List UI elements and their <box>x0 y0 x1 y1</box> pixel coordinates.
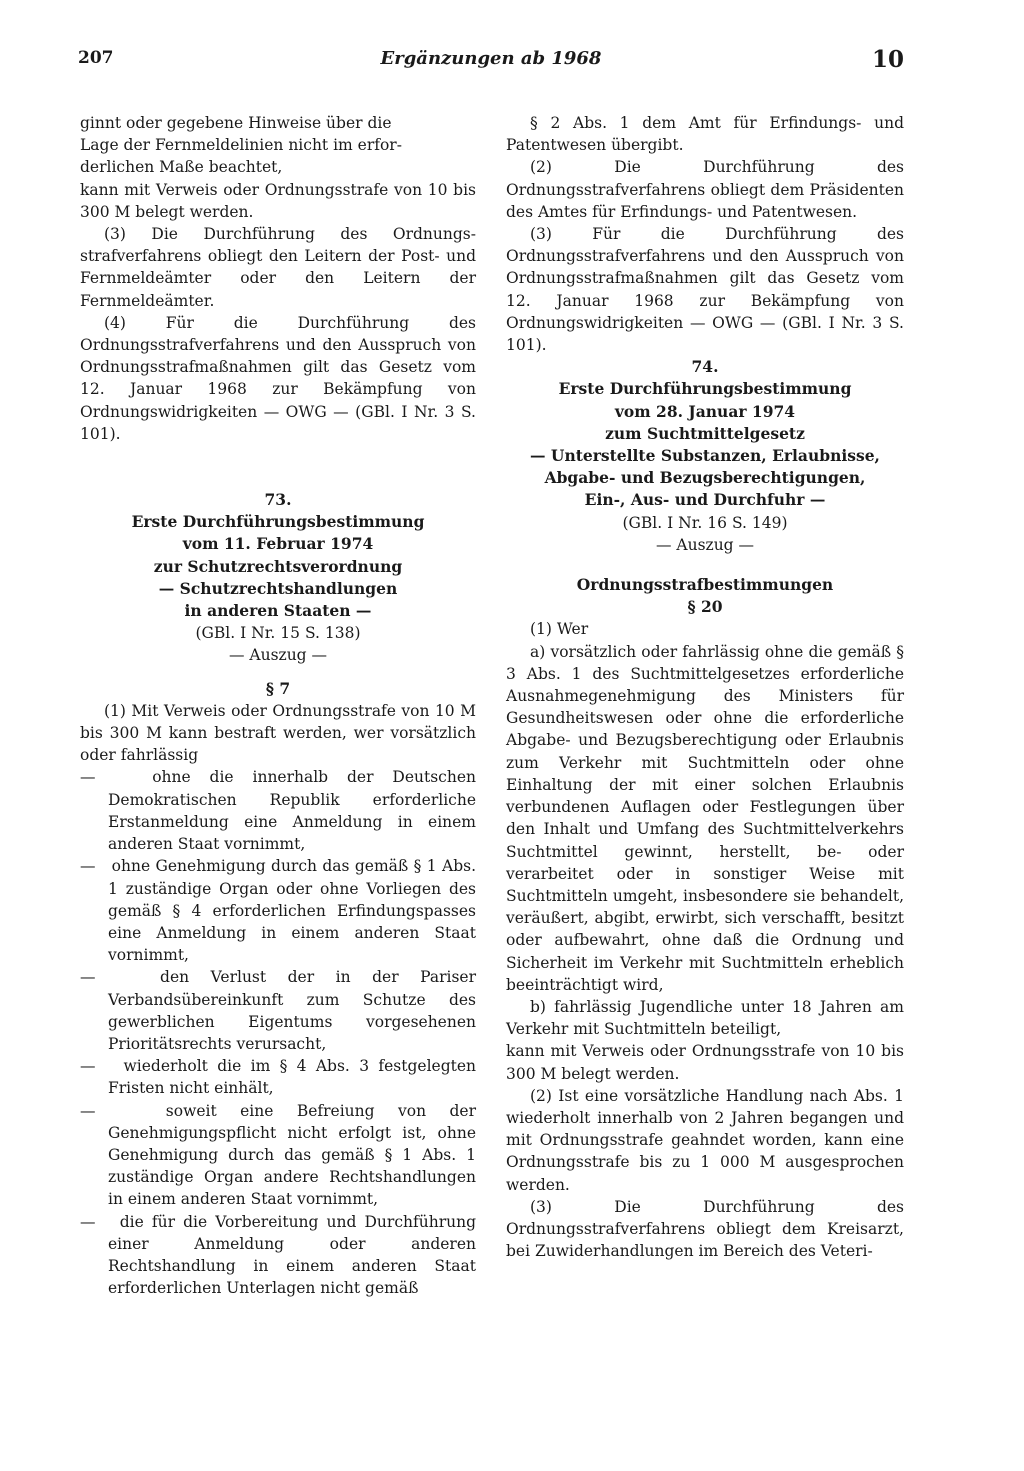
section-73-item: — die für die Vorbereitung und Durchführung einer Anmeldung oder anderen Rechtshandlung in einem anderen Staat erforderlichen Unterlagen nicht gemäß <box>80 1212 476 1298</box>
left-column <box>80 112 476 1299</box>
section-73-title-line: — Schutzrechtshandlungen <box>158 578 398 598</box>
section-73-lead: (1) Mit Verweis oder Ordnungsstrafe von 10 M bis 300 M kann bestraft werden, wer vorsätzlich oder fahrlässig <box>80 701 476 765</box>
running-title: Ergänzungen ab 1968 <box>380 48 602 69</box>
section-74-paragraph-3: (3) Die Durchführung des Ordnungsstrafverfahrens obliegt dem Kreisarzt, bei Zuwiderhandlungen im Bereich des Veteri- <box>506 1197 904 1261</box>
page-number: 207 <box>78 48 114 68</box>
section-74-number: 74. <box>691 357 719 377</box>
section-74-title-line: — Unterstellte Substanzen, Erlaubnisse, <box>530 446 880 466</box>
section-73-item: — ohne die innerhalb der Deutschen Demokratischen Republik erforderliche Erstanmeldung eine Anmeldung in einem anderen Staat vornimmt, <box>80 768 476 854</box>
section-73-item: — wiederholt die im § 4 Abs. 3 festgelegten Fristen nicht einhält, <box>80 1057 477 1098</box>
section-73-item: — ohne Genehmigung durch das gemäß § 1 Abs. 1 zuständige Organ oder ohne Vorliegen des gemäß § 4 erforderlichen Erfindungspasses eine Anmeldung in einem anderen Staat vornimmt, <box>80 857 476 965</box>
intro-penalty: kann mit Verweis oder Ordnungsstrafe von 10 bis 300 M belegt werden. <box>80 180 476 221</box>
section-73-excerpt: — Auszug — <box>228 646 328 665</box>
section-73-title-line: in anderen Staaten — <box>184 601 372 621</box>
section-74-penalty: kann mit Verweis oder Ordnungsstrafe von 10 bis 300 M belegt werden. <box>506 1042 904 1083</box>
section-73-title-line: Erste Durchführungsbestimmung <box>131 512 425 532</box>
section-74-title-line: zum Suchtmittelgesetz <box>605 423 805 443</box>
section-74-title-line: Ein-, Aus- und Durchfuhr — <box>584 490 826 510</box>
section-74-item-b: b) fahrlässig Jugendliche unter 18 Jahren am Verkehr mit Suchtmitteln beteiligt, <box>506 997 904 1039</box>
section-73-item: — soweit eine Befreiung von der Genehmigungspflicht nicht erfolgt ist, ohne Genehmigung durch das gemäß § 1 Abs. 1 zuständige Organ andere Rechtshandlungen in einem anderen Staat vornimmt, <box>80 1101 476 1209</box>
right-paragraph-2: (2) Die Durchführung des Ordnungsstrafverfahrens obliegt dem Präsidenten des Amtes für Erfindungs- und Patentwesen. <box>506 158 904 221</box>
section-74-title-line: Abgabe- und Bezugsberechtigungen, <box>544 468 866 488</box>
section-73-item: — den Verlust der in der Pariser Verbandsübereinkunft zum Schutze des gewerblichen Eigentums vorgesehenen Prioritätsrechts verursacht, <box>80 968 477 1053</box>
section-74-source: (GBl. I Nr. 16 S. 149) <box>622 513 788 532</box>
left-paragraph-3: (3) Die Durchführung des Ordnungs-strafverfahrens obliegt den Leitern der Post- und Fernmeldeämter oder den Leitern der Fernmeldeämter. <box>80 225 476 310</box>
section-73-source: (GBl. I Nr. 15 S. 138) <box>195 624 361 643</box>
section-73-paragraph-heading: § 7 <box>265 678 291 698</box>
section-74-excerpt: — Auszug — <box>655 535 755 554</box>
section-73-title-line: vom 11. Februar 1974 <box>182 534 374 554</box>
section-74-paragraph-heading: § 20 <box>687 597 723 617</box>
right-continuation: § 2 Abs. 1 dem Amt für Erfindungs- und Patentwesen übergibt. <box>506 114 904 155</box>
section-73-title-line: zur Schutzrechtsverordnung <box>153 556 403 576</box>
intro-line: derlichen Maße beachtet, <box>80 158 283 177</box>
intro-line: Lage der Fernmeldelinien nicht im erfor- <box>80 136 402 155</box>
page-header <box>78 46 904 78</box>
right-column <box>506 112 904 1262</box>
section-number: 10 <box>871 46 904 73</box>
section-74-item-a: a) vorsätzlich oder fahrlässig ohne die gemäß § 3 Abs. 1 des Suchtmittelgesetzes erforderliche Ausnahmegenehmigung des Ministers für Gesundheitswesen oder ohne die erforderliche Abgabe- und Bezugsberechtigung oder Erlaubnis zum Verkehr mit Suchtmitteln oder ohne Einhaltung der mit einer solchen Erlaubnis verbundenen Auflagen oder Festlegungen über den Inhalt und Umfang des Suchtmittelverkehrs Suchtmittel gewinnt, herstellt, be- oder verarbeitet oder in sonstiger Weise mit Suchtmitteln umgeht, insbesondere sie behandelt, veräußert, abgibt, erwirbt, sich verschafft, besitzt oder aufbewahrt, ohne daß die Ordnung und Sicherheit im Verkehr mit Suchtmitteln erheblich beeinträchtigt wird, <box>506 642 904 994</box>
right-paragraph-3: (3) Für die Durchführung des Ordnungsstrafverfahrens und den Ausspruch von Ordnungsstrafmaßnahmen gilt das Gesetz vom 12. Januar 1968 zur Bekämpfung von Ordnungswidrigkeiten — OWG — (GBl. I Nr. 3 S. 101). <box>506 225 904 355</box>
section-74-paragraph-2: (2) Ist eine vorsätzliche Handlung nach Abs. 1 wiederholt innerhalb von 2 Jahren begangen und mit Ordnungsstrafe geahndet worden, kann eine Ordnungsstrafe bis zu 1 000 M ausgesprochen werden. <box>506 1086 904 1194</box>
section-73-number: 73. <box>264 490 292 510</box>
section-74-title-line: Erste Durchführungsbestimmung <box>558 379 852 399</box>
section-74-lead: (1) Wer <box>530 620 589 639</box>
intro-line: ginnt oder gegebene Hinweise über die <box>80 114 392 132</box>
section-74-subheading: Ordnungsstrafbestimmungen <box>576 575 834 595</box>
left-paragraph-4: (4) Für die Durchführung des Ordnungsstrafverfahrens und den Ausspruch von Ordnungsstrafmaßnahmen gilt das Gesetz vom 12. Januar 1968 zur Bekämpfung von Ordnungswidrigkeiten — OWG — (GBl. I Nr. 3 S. 101). <box>80 313 476 443</box>
section-74-title-line: vom 28. Januar 1974 <box>614 401 796 421</box>
